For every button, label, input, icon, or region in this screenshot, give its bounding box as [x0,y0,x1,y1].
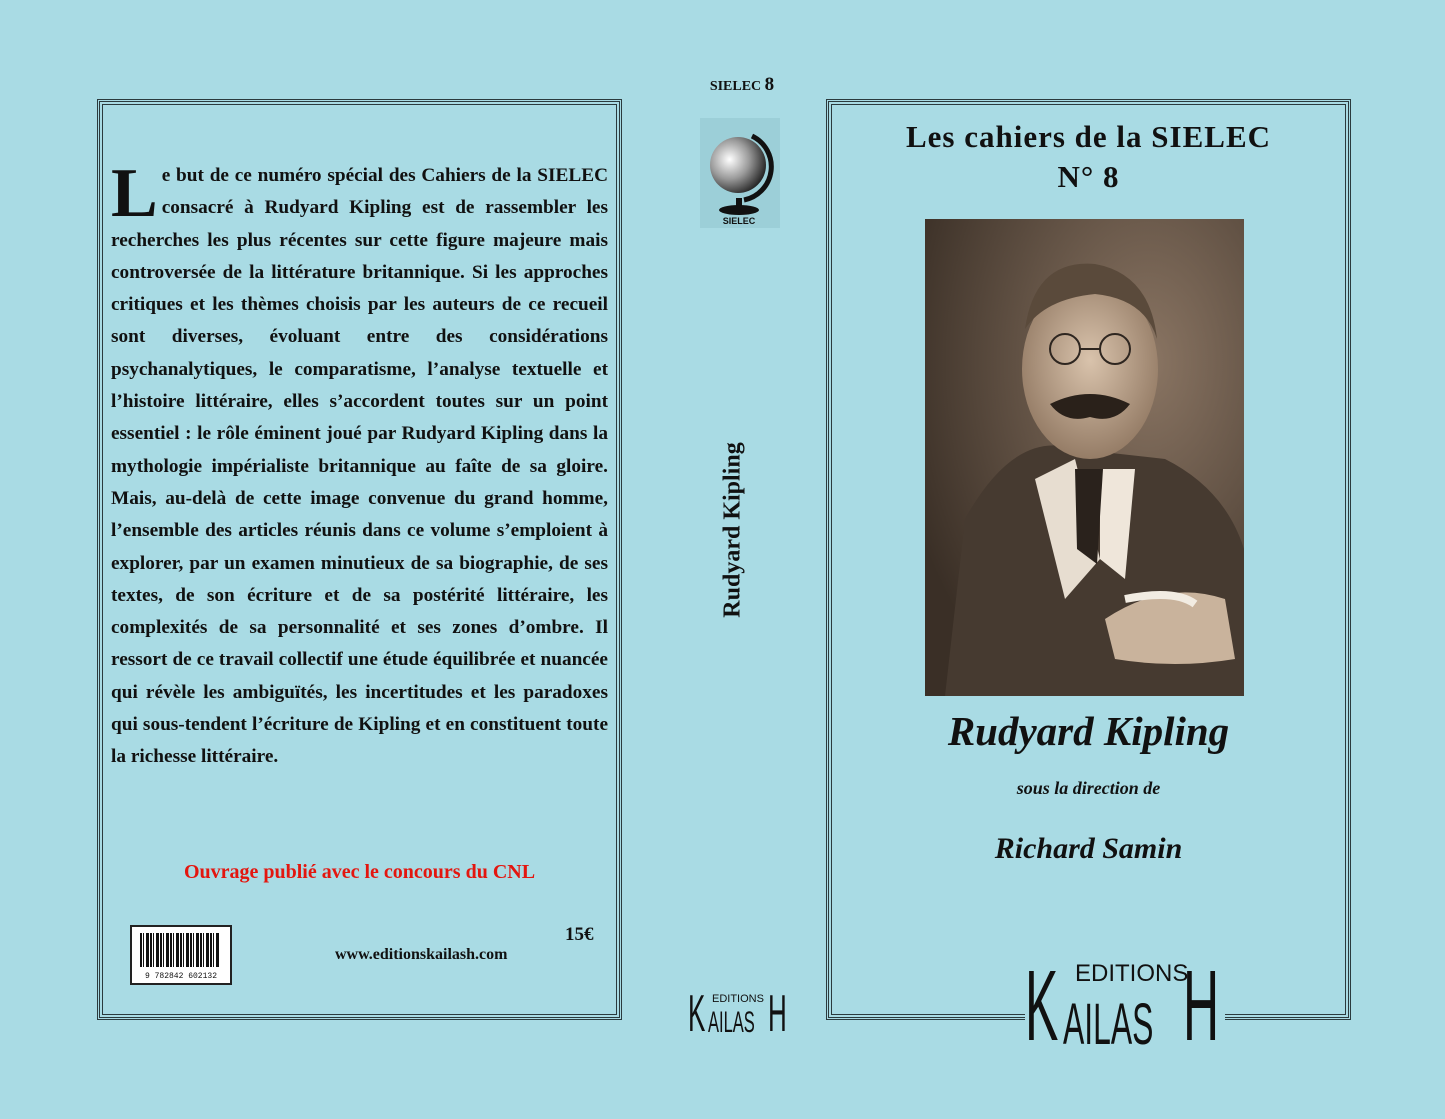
blurb-text: e but de ce numéro spécial des Cahiers de la SIELEC consacré à Rudyard Kipling est de rassembler les recherches les plus récentes sur cette figure majeure mais controversée de la littérature britannique. Si les approches critiques et les thèmes choisis par les auteurs de ce recueil sont diverses, évoluant entre des considérations psychanalytiques, le comparatisme, l’analyse textuelle et l’histoire littéraire, elles s’accordent toutes sur un point essentiel : le rôle éminent joué par Rudyard Kipling dans la mythologie impérialiste britannique au faîte de sa gloire. Mais, au-delà de cette image convenue du grand homme, l’ensemble des articles réunis dans ce volume s’emploient à explorer, par un examen minutieux de sa biographie, de ses textes, de son écriture et de sa postérité littéraire, les complexités de sa personnalité et ses zones d’ombre. Il ressort de ce travail collectif une étude équilibrée et nuancée qui révèle les ambiguïtés, les incertitudes et les paradoxes qui sous-tendent l’écriture de Kipling et en constituent toute la richesse littéraire. [111,165,608,768]
logo-label: SIELEC [722,216,756,226]
blurb-dropcap: L [111,155,158,232]
back-cover [97,99,622,1020]
sielec-globe-logo [700,118,780,228]
front-publisher-h: H [1183,950,1220,1062]
series-number: N° 8 [1057,159,1120,194]
editor-name: Richard Samin [994,832,1183,865]
front-publisher-editions: EDITIONS [1075,960,1189,987]
book-title: Rudyard Kipling [947,708,1230,754]
publisher-website: www.editionskailash.com [335,946,508,963]
isbn-number: 9 782842 602132 [144,972,217,981]
front-publisher-k: K [1025,950,1059,1062]
spine-series [700,74,784,96]
series-name: Les cahiers de la SIELEC [905,119,1272,154]
barcode-bars [140,933,220,967]
front-publisher-logo [1025,950,1225,1062]
spine-publisher-k: K [688,985,706,1043]
portrait-photo [925,219,1244,696]
direction-label: sous la direction de [1016,778,1161,798]
barcode [130,925,232,985]
spine-publisher-mid: AILAS [708,1006,755,1039]
price: 15€ [565,924,594,945]
spine-title: Rudyard Kipling [719,442,746,618]
spine-publisher-logo [688,985,788,1048]
spine-publisher-h: H [768,985,787,1043]
support-note: Ouvrage publié avec le concours du CNL [183,861,536,883]
globe-icon [700,118,780,228]
front-cover [826,99,1351,1062]
author-portrait [925,219,1244,696]
spine-series-number: 8 [764,74,775,95]
back-cover-blurb [111,155,608,774]
spine-series-label: SIELEC [709,79,762,94]
spine-publisher-editions: EDITIONS [712,993,764,1005]
series-heading [829,117,1348,197]
front-publisher-mid: AILAS [1063,992,1154,1057]
